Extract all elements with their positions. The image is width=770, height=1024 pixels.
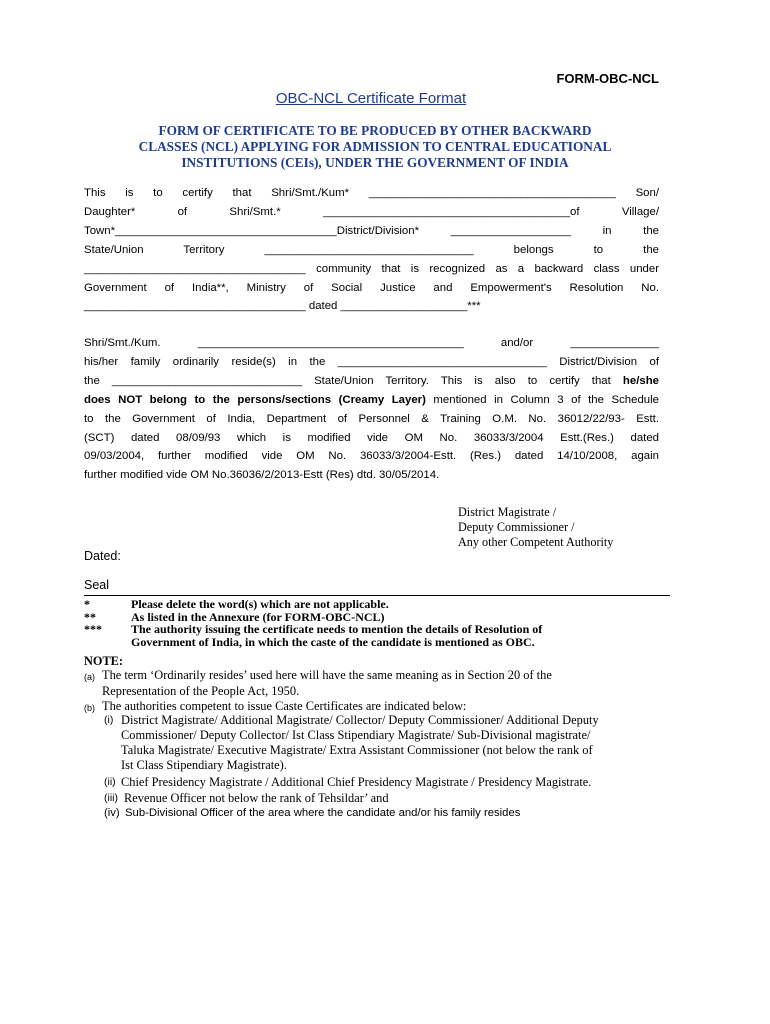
authority-item [104,775,684,790]
divider [84,595,670,596]
paragraph-line: ___________________________________ dated ____________________*** [84,300,481,313]
creamy-layer-text: does NOT belong to the persons/sections (Creamy Layer) [84,393,426,406]
item-label: (ii) [104,776,116,788]
form-code: FORM-OBC-NCL [556,71,659,86]
item-label: (a) [84,672,95,682]
item-label: (iii) [104,792,118,804]
paragraph-line: 09/03/2004, further modified vide OM No. 36033/3/2004-Estt. (Res.) dated 14/10/2008, again [84,450,659,463]
bold-text: he/she [622,374,659,387]
item-label: (b) [84,703,95,713]
paragraph-line: further modified vide OM No.36036/2/2013-Estt (Res) dtd. 30/05/2014. [84,469,440,482]
note-heading: NOTE: [84,654,123,668]
paragraph-line [84,372,659,391]
signatory-line: Deputy Commissioner / [458,520,575,534]
paragraph-line [84,391,659,410]
heading-line: INSTITUTIONS (CEIs), UNDER THE GOVERNMENT OF INDIA [181,155,569,170]
item-text: Sub-Divisional Officer of the area where the candidate and/or his family resides [125,807,521,819]
item-text: The authorities competent to issue Caste Certificates are indicated below: [102,699,467,713]
item-text: District Magistrate/ Additional Magistrate/ Collector/ Deputy Commissioner/ Additional Deputy [121,713,599,727]
paragraph-line: ___________________________________ community that is recognized as a backward class under [84,262,659,275]
paragraph-line: Shri/Smt./Kum. __________________________________________ and/or ______________ [84,337,659,349]
note-item-a [84,668,684,699]
signatory-block [458,505,613,550]
footnote-text: As listed in the Annexure (for FORM-OBC-NCL) [131,609,385,624]
footnote-mark: * [84,597,90,611]
footnote-text: The authority issuing the certificate needs to mention the details of Resolution of [131,622,543,637]
line-text: mentioned in Column 3 of the Schedule [425,393,659,406]
footnote-text: Please delete the word(s) which are not applicable. [131,597,389,611]
certification-paragraph [84,184,659,316]
footnote-mark: *** [84,622,102,637]
footnote-mark: ** [84,609,96,624]
residence-paragraph [84,334,659,485]
footnote [84,598,674,611]
footnote [84,623,674,648]
item-text: Revenue Officer not below the rank of Tehsildar’ and [124,791,389,805]
authority-item [104,713,684,773]
heading-line: FORM OF CERTIFICATE TO BE PRODUCED BY OTHER BACKWARD [158,123,592,138]
item-label: (iv) [104,807,120,819]
authority-item [104,806,684,821]
item-label: (i) [104,714,114,726]
heading-line: CLASSES (NCL) APPLYING FOR ADMISSION TO CENTRAL EDUCATIONAL [138,139,612,154]
paragraph-line: to the Government of India, Department of Personnel & Training O.M. No. 36012/22/93- Estt. [84,412,659,425]
paragraph-line: Town*___________________________________District/Division* ___________________ in the [84,224,659,237]
item-text: Chief Presidency Magistrate / Additional Chief Presidency Magistrate / Presidency Magistrate. [121,775,592,789]
paragraph-line: Daughter* of Shri/Smt.* _______________________________________of Village/ [84,205,659,218]
paragraph-line: This is to certify that Shri/Smt./Kum* _______________________________________ Son/ [84,187,659,199]
page-title: OBC-NCL Certificate Format [275,90,467,107]
dated-label: Dated: [84,549,121,563]
item-text: Commissioner/ Deputy Collector/ Ist Class Stipendiary Magistrate/ Sub-Divisional magistrate/ [121,728,591,742]
paragraph-line: his/her family ordinarily reside(s) in the _________________________________ District/Division of [84,355,659,368]
form-heading [80,123,670,171]
paragraph-line: State/Union Territory _________________________________ belongs to the [84,243,659,256]
authority-item [104,791,684,806]
signatory-line: District Magistrate / [458,505,557,519]
paragraph-line: Government of India**, Ministry of Social Justice and Empowerment's Resolution No. [84,281,659,294]
footnote-text: Government of India, in which the caste of the candidate is mentioned as OBC. [131,634,535,649]
item-text: The term ‘Ordinarily resides’ used here will have the same meaning as in Section 20 of the [102,668,552,682]
line-text: the ______________________________ State/Union Territory. This is also to certify that [84,374,623,387]
item-text: Taluka Magistrate/ Executive Magistrate/ Extra Assistant Commissioner (not below the rank of [121,743,593,757]
paragraph-line: (SCT) dated 08/09/93 which is modified vide OM No. 36033/3/2004 Estt.(Res.) dated [84,431,659,444]
item-text: Ist Class Stipendiary Magistrate). [121,758,287,772]
seal-label: Seal [84,578,110,592]
footnotes [84,598,674,648]
signatory-line: Any other Competent Authority [458,535,614,549]
item-text: Representation of the People Act, 1950. [102,683,300,698]
